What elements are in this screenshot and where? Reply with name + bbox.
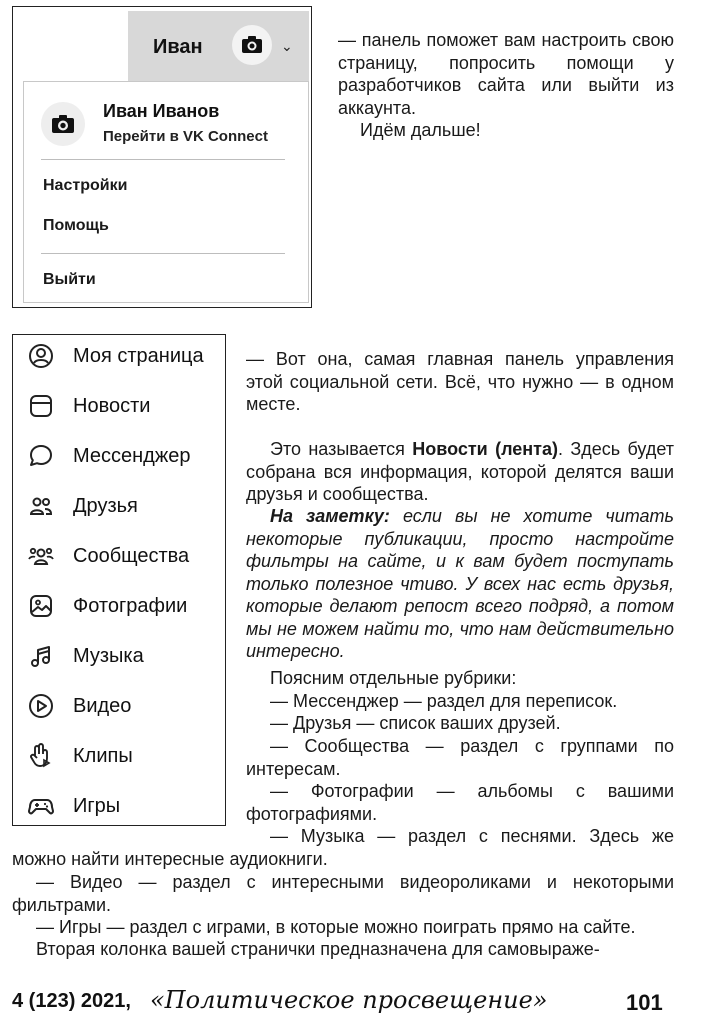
paragraph-3: — Вот она, самая главная панель управления этой социальной сети. Всё, что нужно — в одном месте. [246,349,674,414]
nav-item-news[interactable] [25,381,225,431]
paragraph-6: — Мессенджер — раздел для переписок. [270,691,618,711]
menu-item-settings[interactable]: Настройки [43,177,128,194]
avatar[interactable] [232,25,272,65]
nav-label: Клипы [73,744,133,767]
paragraph-10: — Музыка — раздел с песнями. Здесь же можно найти интересные аудиокниги. [12,826,674,869]
nav-item-friends[interactable] [25,481,225,531]
nav-label: Игры [73,794,121,817]
camera-icon [41,102,85,146]
nav-label: Мессенджер [73,444,191,467]
nav-item-video[interactable] [25,681,225,731]
note-label: На заметку: [270,506,390,526]
communities-icon [25,540,57,572]
nav-label: Моя страница [73,344,204,367]
account-header-name[interactable]: Иван [153,36,203,58]
chat-bubble-icon [25,440,57,472]
nav-item-my-page[interactable] [25,331,225,381]
paragraph-5: Поясним отдельные рубрики: [270,668,517,688]
play-icon [25,690,57,722]
music-note-icon [25,640,57,672]
note-paragraph [246,505,674,663]
nav-label: Музыка [73,644,144,667]
p4-text: Это называется [270,439,413,459]
nav-label: Сообщества [73,544,190,567]
menu-item-logout[interactable]: Выйти [43,271,96,288]
camera-icon [232,25,272,65]
paragraph-12: — Игры — раздел с играми, в которые можно поиграть прямо на сайте. [36,917,636,937]
clips-icon [25,740,57,772]
news-icon [25,390,57,422]
journal-title: «Политическое просвещение» [150,986,548,1014]
friends-icon [25,490,57,522]
nav-item-games[interactable] [25,781,225,831]
chevron-down-icon[interactable]: ⌄ [281,38,293,54]
note-text: если вы не хотите читать некоторые публикации, просто настройте фильтры на сайте, и к вам будет поступать только полезное чтиво. У всех нас есть друзья, которые делают репост всего подряд, а потом мы не можем найти то, что нам действительно интересно. [246,506,674,661]
gamepad-icon [25,790,57,822]
paragraph-9: — Фотографии — альбомы с вашими фотографиями. [246,781,674,824]
nav-menu-screenshot [12,334,226,826]
profile-icon [25,340,57,372]
paragraph-8: — Сообщества — раздел с группами по интересам. [246,736,674,779]
nav-item-music[interactable] [25,631,225,681]
nav-item-photos[interactable] [25,581,225,631]
divider [41,159,285,160]
photo-icon [25,590,57,622]
nav-label: Новости [73,394,151,417]
divider [41,253,285,254]
paragraph-7: — Друзья — список ваших друзей. [270,713,561,733]
paragraph-2: Идём дальше! [360,120,481,140]
nav-item-messenger[interactable] [25,431,225,481]
page-number: 101 [626,990,663,1015]
vk-connect-link[interactable]: Перейти в VK Connect [103,128,268,145]
news-term: Новости (лента) [412,439,558,459]
nav-label: Фотографии [73,594,188,617]
menu-avatar[interactable] [41,102,85,146]
nav-item-communities[interactable] [25,531,225,581]
full-name: Иван Иванов [103,101,220,121]
p4-text-end: . Здесь будет собрана вся информация, которой делятся ваши друзья и сообщества. [246,439,674,504]
nav-label: Видео [73,694,132,717]
paragraph-4 [246,438,674,506]
issue-number: 4 (123) 2021, [12,990,131,1012]
paragraph-1: — панель поможет вам настроить свою страницу, попросить помощи у разработчиков сайта или выйти из аккаунта. [338,30,674,118]
paragraph-11: — Видео — раздел с интересными видеороликами и некоторыми фильтрами. [12,872,674,915]
nav-item-clips[interactable] [25,731,225,781]
menu-item-help[interactable]: Помощь [43,217,109,234]
nav-label: Друзья [73,494,138,517]
paragraph-13: Вторая колонка вашей странички предназначена для самовыраже- [36,939,600,959]
account-menu-screenshot [12,6,312,308]
